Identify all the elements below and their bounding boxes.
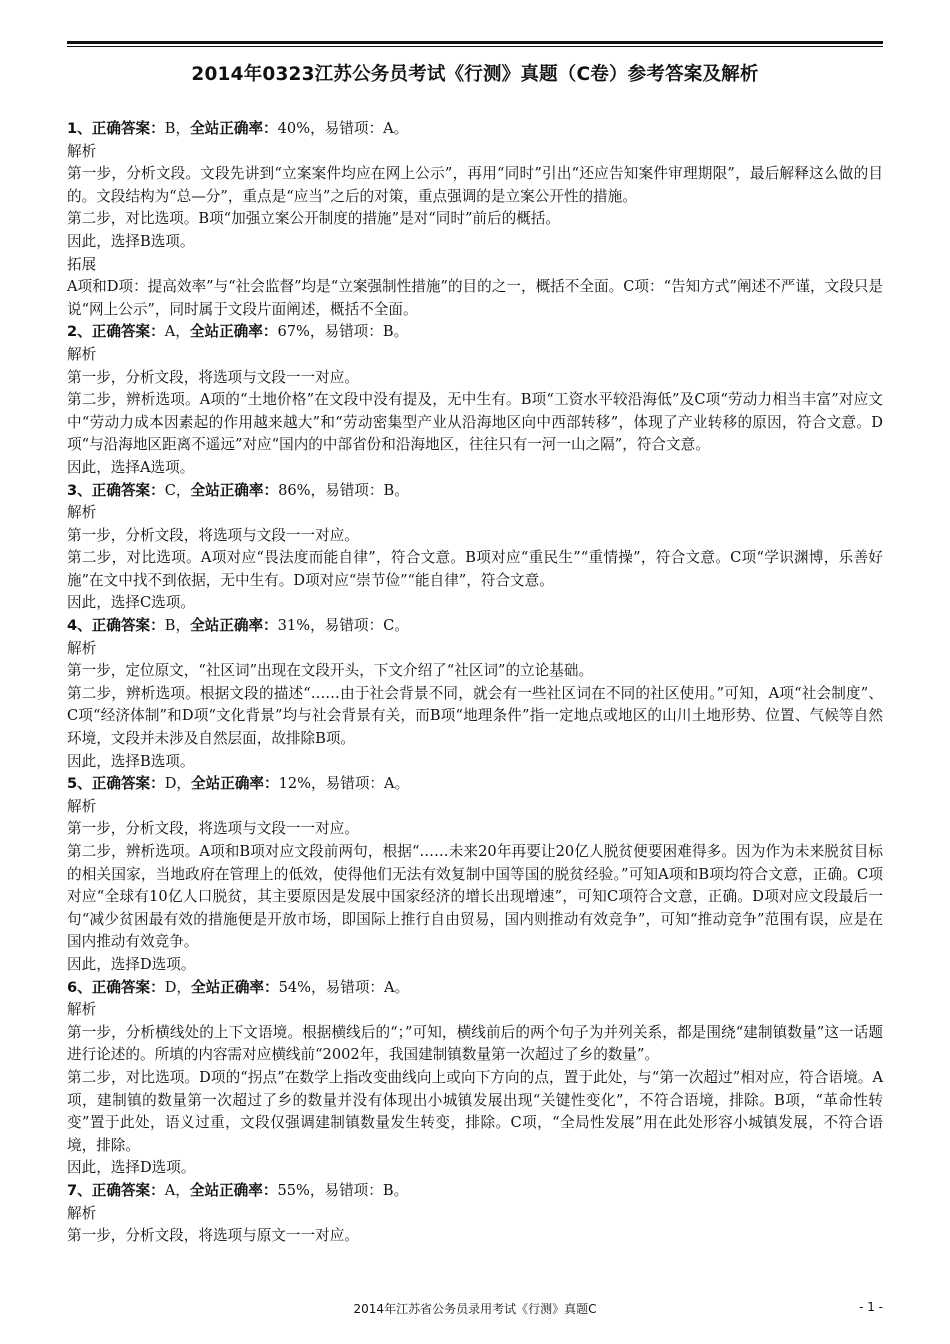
answer-field: 易错项：: [324, 120, 384, 137]
answer-field: 易错项：: [324, 1181, 383, 1199]
document-body: [67, 118, 883, 1248]
answer-line: [67, 118, 883, 141]
answer-field: A。: [384, 775, 410, 793]
answer-field: 正确答案：: [91, 617, 165, 635]
answer-field: 全站正确率：: [189, 1181, 278, 1199]
answer-field: 1、: [67, 120, 92, 137]
paragraph: 第一步，分析文段。文段先讲到“立案案件均应在网上公示”，再用“同时”引出“还应告知案件审理期限”，最后解释这么做的目的。文段结构为“总—分”，重点是“应当”之后的对策，重点强调的是立案公开性的措施。: [67, 165, 883, 205]
page-number: - 1 -: [859, 1300, 883, 1314]
answer-field: A。: [383, 120, 409, 137]
paragraph: A项和D项：提高效率”与“社会监督”均是“立案强制性措施”的目的之一，概括不全面。C项：“告知方式”阐述不严谨，文段只是说“网上公示”，同时属于文段片面阐述，概括不全面。: [67, 278, 883, 318]
answer-field: 易错项：: [324, 323, 383, 341]
answer-field: 易错项：: [325, 481, 384, 499]
answer-field: 2、: [67, 323, 92, 341]
answer-field: 全站正确率：: [190, 120, 278, 137]
answer-field: D，: [164, 775, 192, 793]
paragraph: 第二步，对比选项。D项的“拐点”在数学上指改变曲线向上或向下方向的点，置于此处，与“第一次超过”相对应，符合语境。A项，建制镇的数量第一次超过了乡的数量并没有体现出小城镇发展出现“关键性变化”，不符合语境，排除。B项，“革命性转变”置于此处，语义过重，文段仅强调建制镇数量发生转变，排除。C项，“全局性发展”用在此处形容小城镇发展，不符合语境，排除。: [67, 1068, 883, 1154]
header-rule: [67, 41, 883, 44]
answer-field: B，: [164, 617, 191, 635]
answer-line: [67, 321, 883, 344]
footer-text: 2014年江苏省公务员录用考试《行测》真题C: [353, 1302, 597, 1316]
answer-field: 易错项：: [325, 775, 385, 793]
analysis-heading: 解析: [67, 1001, 97, 1019]
answer-field: 40%，: [277, 120, 325, 137]
page-footer: [67, 1300, 883, 1320]
paragraph: 因此，选择A选项。: [67, 458, 195, 476]
extend-heading: 拓展: [67, 255, 97, 273]
answer-field: 正确答案：: [91, 775, 165, 793]
analysis-heading: 解析: [67, 1204, 97, 1222]
paragraph: 因此，选择C选项。: [67, 594, 195, 612]
paragraph: 因此，选择D选项。: [67, 955, 196, 973]
answer-field: 86%，: [278, 481, 326, 499]
answer-field: 正确答案：: [91, 1181, 165, 1199]
paragraph: 第一步，分析文段，将选项与原文一一对应。: [67, 1227, 359, 1245]
answer-field: A。: [384, 978, 410, 996]
answer-field: B。: [382, 323, 409, 341]
paragraph: 因此，选择B选项。: [67, 232, 195, 250]
answer-field: 31%，: [277, 617, 325, 635]
answer-field: 全站正确率：: [189, 323, 278, 341]
answer-field: 正确答案：: [91, 323, 165, 341]
document-title: 2014年0323江苏公务员考试《行测》真题（C卷）参考答案及解析: [191, 64, 759, 85]
paragraph: 第二步，对比选项。B项“加强立案公开制度的措施”是对“同时”前后的概括。: [67, 210, 560, 228]
answer-field: 6、: [67, 978, 92, 996]
answer-field: A，: [164, 1181, 190, 1199]
paragraph: 因此，选择D选项。: [67, 1159, 196, 1177]
analysis-heading: 解析: [67, 504, 97, 522]
paragraph: 第一步，分析文段，将选项与文段一一对应。: [67, 526, 359, 544]
answer-field: C。: [383, 617, 409, 635]
answer-field: B。: [382, 1181, 409, 1199]
paragraph: 第一步，分析文段，将选项与文段一一对应。: [67, 368, 359, 386]
answer-field: 易错项：: [324, 617, 384, 635]
answer-field: 全站正确率：: [191, 775, 279, 793]
answer-field: 全站正确率：: [190, 481, 279, 499]
paragraph: 第二步，辨析选项。A项的“土地价格”在文段中没有提及，无中生有。B项“工资水平较沿海低”及C项“劳动力相当丰富”对应文中“劳动力成本因素起的作用越来越大”和“劳动密集型产业从沿海地区向中西部转移”，体现了产业转移的原因，符合文意。D项“与沿海地区距离不遥远”对应“国内的中部省份和沿海地区，往往只有一河一山之隔”，符合文意。: [67, 391, 883, 454]
paragraph: 第二步，辨析选项。A项和B项对应文段前两句，根据“……未来20年再要让20亿人脱贫便要困难得多。因为作为未来脱贫目标的相关国家，当地政府在管理上的低效，使得他们无法有效复制中国等国的脱贫经验。”可知A项和B项均符合文意，正确。C项对应“全球有10亿人口脱贫，其主要原因是发展中国家经济的增长出现增速”，可知C项符合文意，正确。D项对应文段最后一句“减少贫困最有效的措施便是开放市场，即国际上推行自由贸易，国内则推动有效竞争”，可知“推动竞争”范围有误，应是在国内推动有效竞争。: [67, 843, 883, 951]
answer-field: 12%，: [278, 775, 326, 793]
answer-field: 易错项：: [325, 978, 385, 996]
analysis-heading: 解析: [67, 345, 97, 363]
answer-line: [67, 480, 883, 503]
answer-field: 4、: [67, 617, 92, 635]
analysis-heading: 解析: [67, 639, 97, 657]
answer-field: 全站正确率：: [190, 617, 278, 635]
answer-field: 正确答案：: [91, 978, 165, 996]
answer-field: A，: [164, 323, 190, 341]
answer-line: [67, 977, 883, 1000]
answer-field: 67%，: [277, 323, 325, 341]
paragraph: 第一步，分析横线处的上下文语境。根据横线后的“；”可知，横线前后的两个句子为并列关系，都是围绕“建制镇数量”这一话题进行论述的。所填的内容需对应横线前“2002年，我国建制镇数量第一次超过了乡的数量”。: [67, 1023, 883, 1064]
answer-field: 全站正确率：: [191, 978, 279, 996]
paragraph: 第一步，定位原文，“社区词”出现在文段开头，下文介绍了“社区词”的立论基础。: [67, 662, 594, 680]
header-rule-thin: [67, 46, 883, 47]
answer-field: C，: [164, 481, 191, 499]
answer-field: 55%，: [277, 1181, 325, 1199]
answer-line: [67, 615, 883, 638]
answer-field: 正确答案：: [91, 481, 165, 499]
paragraph: 因此，选择B选项。: [67, 752, 195, 770]
answer-field: B。: [383, 481, 409, 499]
analysis-heading: 解析: [67, 142, 97, 160]
answer-line: [67, 773, 883, 796]
answer-field: 正确答案：: [91, 120, 165, 137]
paragraph: 第二步，辨析选项。根据文段的描述“……由于社会背景不同，就会有一些社区词在不同的社区使用。”可知，A项“社会制度”、C项“经济体制”和D项“文化背景”均与社会背景有关，而B项“地理条件”指一定地点或地区的山川土地形势、位置、气候等自然环境，文段并未涉及自然层面，故排除B项。: [67, 684, 883, 748]
answer-line: [67, 1180, 883, 1203]
paragraph: 第二步，对比选项。A项对应“畏法度而能自律”，符合文意。B项对应“重民生”“重情操”，符合文意。C项“学识渊博，乐善好施”在文中找不到依据，无中生有。D项对应“崇节俭”“能自律”，符合文意。: [67, 549, 883, 589]
answer-field: 7、: [67, 1181, 92, 1199]
answer-field: B，: [164, 120, 191, 137]
analysis-heading: 解析: [67, 797, 97, 815]
answer-field: 3、: [67, 481, 92, 499]
paragraph: 第一步，分析文段，将选项与文段一一对应。: [67, 820, 359, 838]
answer-field: 54%，: [278, 978, 326, 996]
answer-field: 5、: [67, 775, 92, 793]
answer-field: D，: [164, 978, 192, 996]
